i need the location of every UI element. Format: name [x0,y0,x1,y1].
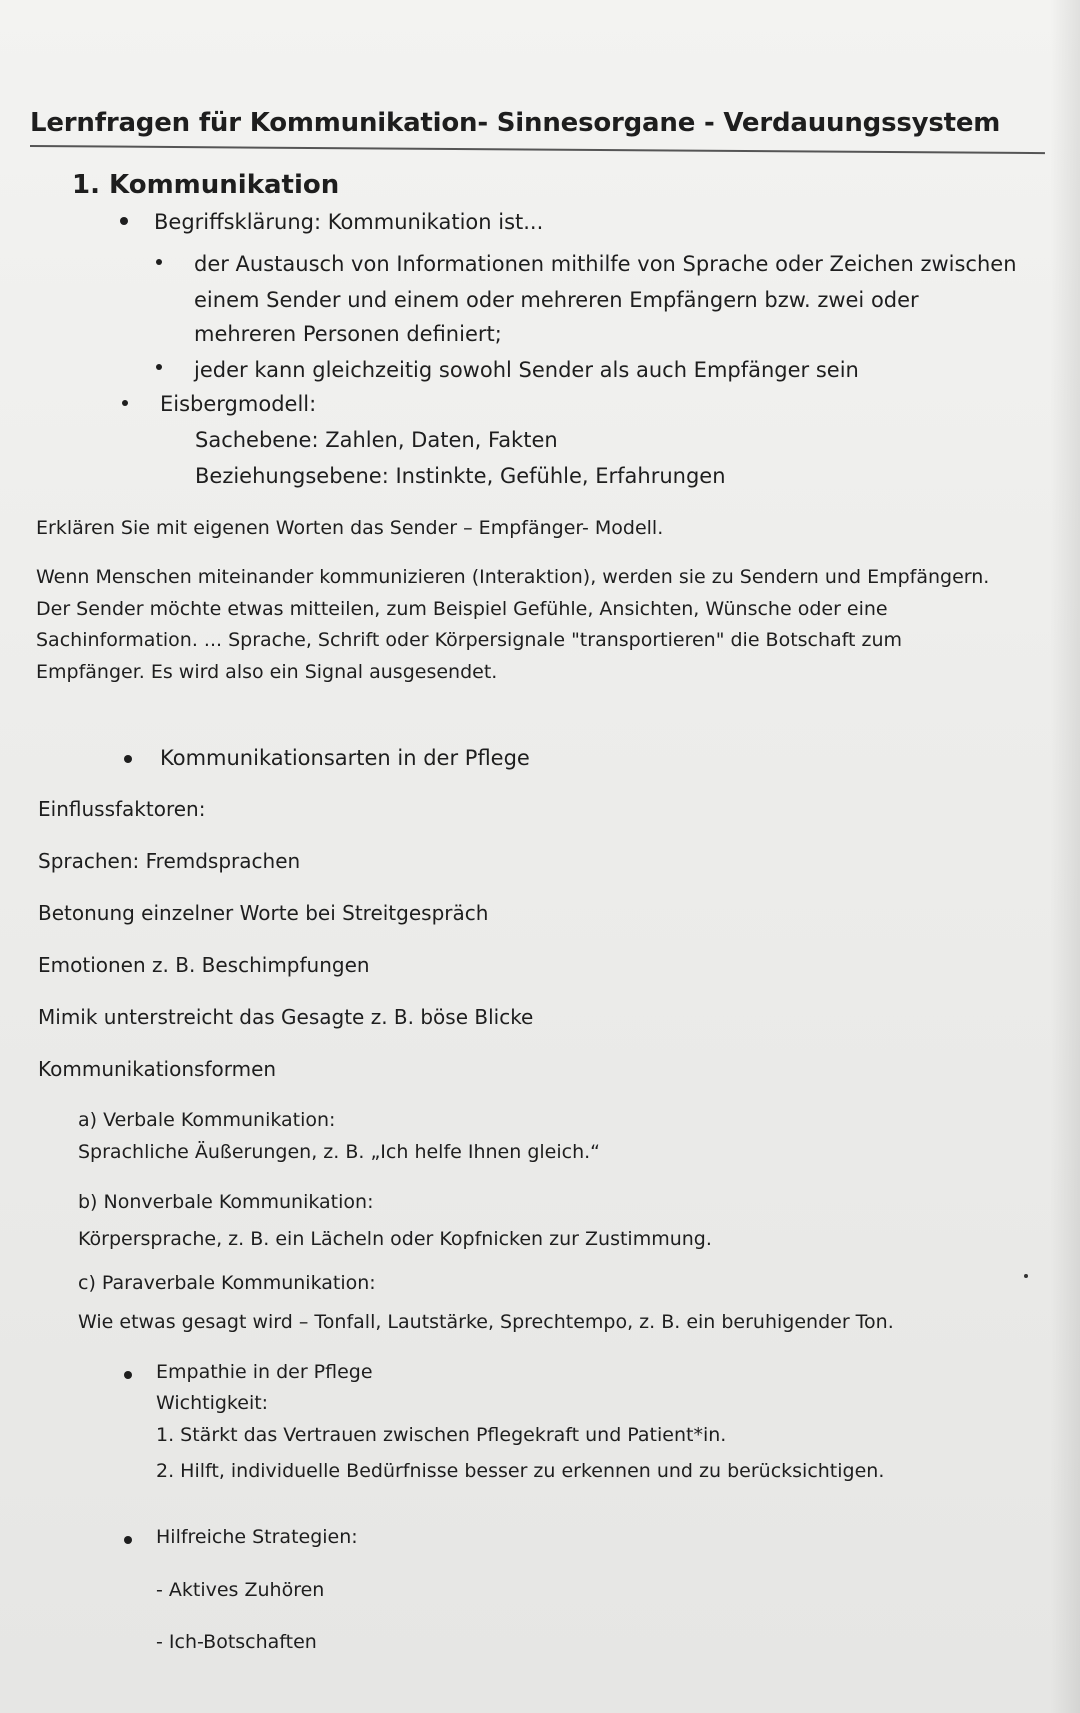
form-nonverbal-label: b) Nonverbale Kommunikation: [78,1191,374,1213]
form-paraverbal-label: c) Paraverbale Kommunikation: [78,1272,376,1294]
arten-heading: Kommunikationsarten in der Pflege [160,746,530,770]
eisberg-sachebene: Sachebene: Zahlen, Daten, Fakten [195,428,558,452]
strategie-aktives-zuhoeren: - Aktives Zuhören [156,1579,325,1601]
formen-label: Kommunikationsformen [38,1057,277,1081]
document-title: Lernfragen für Kommunikation- Sinnesorgane - Verdauungssystem [30,108,1001,138]
title-underline [30,145,1045,154]
bullet-icon [156,364,162,370]
empathie-heading: Empathie in der Pflege [156,1361,373,1383]
eisberg-label: Eisbergmodell: [160,392,317,416]
empathie-point-2: 2. Hilft, individuelle Bedürfnisse besser zu erkennen und zu berücksichtigen. [156,1460,885,1482]
form-verbal-text: Sprachliche Äußerungen, z. B. „Ich helfe Ihnen gleich.“ [78,1141,601,1163]
strategie-ich-botschaften: - Ich-Botschaften [156,1631,317,1653]
bullet-icon [124,1371,132,1379]
question-text: Erklären Sie mit eigenen Worten das Sender – Empfänger- Modell. [36,517,664,539]
bullet-icon [124,1536,132,1544]
begriff-label: Begriffsklärung: Kommunikation ist... [154,210,544,234]
factor-betonung: Betonung einzelner Worte bei Streitgespräch [38,901,489,925]
eisberg-beziehungsebene: Beziehungsebene: Instinkte, Gefühle, Erfahrungen [195,464,726,488]
bullet-icon [122,400,128,406]
empathie-point-1: 1. Stärkt das Vertrauen zwischen Pflegekraft und Patient*in. [156,1424,727,1446]
bullet-icon [124,755,132,763]
wichtigkeit-label: Wichtigkeit: [156,1392,269,1414]
begriff-line-2: einem Sender und einem oder mehreren Empfängern bzw. zwei oder [194,288,919,312]
form-paraverbal-text: Wie etwas gesagt wird – Tonfall, Lautstärke, Sprechtempo, z. B. ein beruhigender Ton. [78,1311,894,1333]
factor-emotionen: Emotionen z. B. Beschimpfungen [38,953,370,977]
einfluss-label: Einflussfaktoren: [38,797,206,821]
answer-line-4: Empfänger. Es wird also ein Signal ausgesendet. [36,661,498,683]
strategien-heading: Hilfreiche Strategien: [156,1526,358,1548]
begriff-line-4: jeder kann gleichzeitig sowohl Sender als auch Empfänger sein [194,358,859,382]
form-verbal-label: a) Verbale Kommunikation: [78,1109,336,1131]
stray-mark [1024,1274,1028,1278]
answer-line-3: Sachinformation. ... Sprache, Schrift oder Körpersignale "transportieren" die Botschaft zum [36,629,903,651]
form-nonverbal-text: Körpersprache, z. B. ein Lächeln oder Kopfnicken zur Zustimmung. [78,1228,712,1250]
begriff-line-3: mehreren Personen definiert; [194,322,502,346]
section-heading-kommunikation: 1. Kommunikation [72,170,340,200]
answer-line-1: Wenn Menschen miteinander kommunizieren (Interaktion), werden sie zu Sendern und Empfängern. [36,566,990,588]
factor-mimik: Mimik unterstreicht das Gesagte z. B. böse Blicke [38,1005,534,1029]
bullet-icon [120,217,128,225]
answer-line-2: Der Sender möchte etwas mitteilen, zum Beispiel Gefühle, Ansichten, Wünsche oder eine [36,598,888,620]
begriff-line-1: der Austausch von Informationen mithilfe von Sprache oder Zeichen zwischen [194,252,1017,276]
factor-sprachen: Sprachen: Fremdsprachen [38,849,301,873]
bullet-icon [156,259,162,265]
